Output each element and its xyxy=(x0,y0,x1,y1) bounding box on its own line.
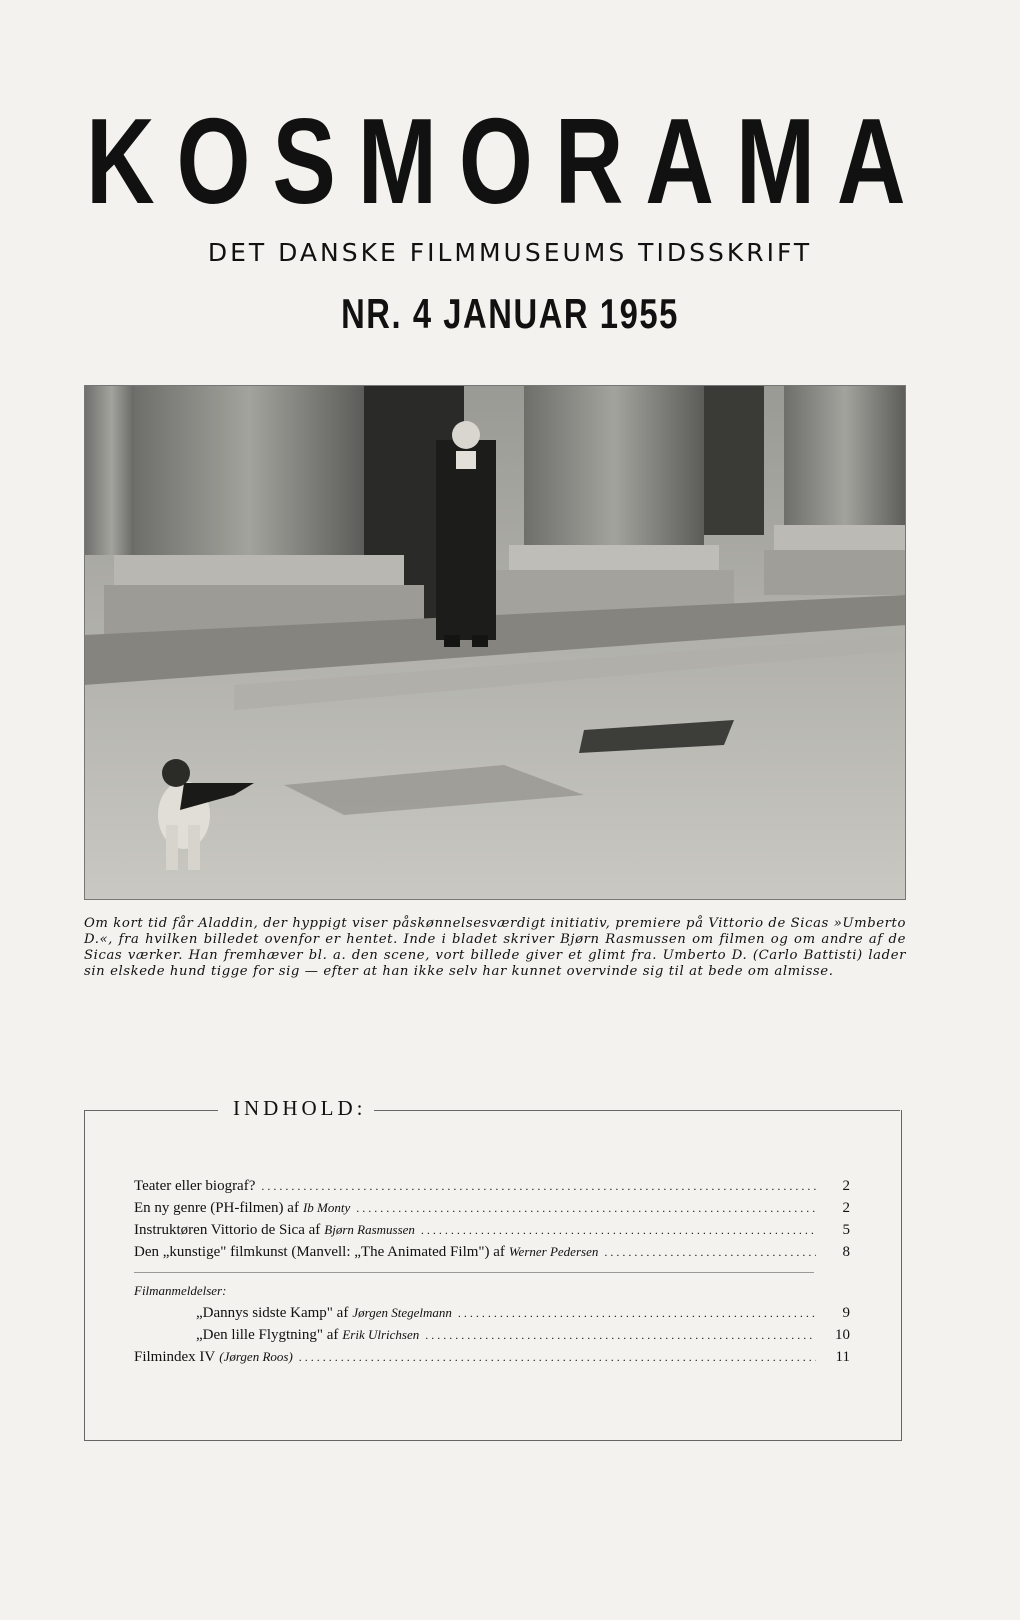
toc-entry-author: (Jørgen Roos) xyxy=(219,1349,293,1364)
toc-entry-page: 10 xyxy=(835,1327,850,1343)
toc-entry-title: „Dannys sidste Kamp" af xyxy=(196,1305,349,1321)
toc-entry-author: Werner Pedersen xyxy=(508,1244,599,1259)
toc-entry[interactable] xyxy=(134,1305,850,1327)
toc-group-label: Filmanmeldelser: xyxy=(134,1283,227,1298)
table-of-contents xyxy=(134,1178,850,1371)
contents-rule-left xyxy=(84,1110,218,1111)
masthead-subtitle: DET DANSKE FILMMUSEUMS TIDSSKRIFT xyxy=(207,238,813,267)
toc-entry[interactable] xyxy=(134,1222,850,1244)
photo-caption: Om kort tid får Aladdin, der hyppigt viser påskønnelsesværdigt initiativ, premiere på Vittorio de Sicas »Umberto D.«, fra hvilken billedet ovenfor er hentet. Inde i bladet skriver Bjørn Rasmussen om filmen og om andre af de Sicas værker. Han fremhæver bl. a. den scene, vort billede giver et glimt fra. Umberto D. (Carlo Battisti) lader sin elskede hund tigge for sig — efter at han ikke selv har kunnet overvinde sig til at bede om almisse. xyxy=(84,916,906,979)
toc-entry-title: Den „kunstige" filmkunst (Manvell: „The Animated Film") af xyxy=(134,1244,505,1260)
toc-entry[interactable] xyxy=(134,1244,850,1266)
toc-leader xyxy=(425,1328,816,1343)
toc-entry[interactable] xyxy=(134,1327,850,1349)
cover-photo xyxy=(84,385,906,900)
toc-entry-author: Bjørn Rasmussen xyxy=(324,1222,415,1237)
toc-entry-author: Jørgen Stegelmann xyxy=(352,1305,452,1320)
toc-divider xyxy=(134,1272,814,1273)
issue-number: NR. 4 JANUAR 1955 xyxy=(341,290,679,337)
toc-entry-page: 8 xyxy=(842,1244,850,1260)
toc-entry[interactable] xyxy=(134,1178,850,1200)
toc-leader xyxy=(421,1223,816,1238)
toc-entry-page: 2 xyxy=(842,1200,850,1216)
toc-leader xyxy=(299,1350,816,1365)
contents-rule-right xyxy=(370,1110,900,1111)
toc-leader xyxy=(458,1306,816,1321)
toc-entry-author: Erik Ulrichsen xyxy=(342,1327,420,1342)
toc-leader xyxy=(261,1179,816,1194)
toc-entry-page: 5 xyxy=(842,1222,850,1238)
toc-entry-author: Ib Monty xyxy=(302,1200,351,1215)
toc-leader xyxy=(356,1201,816,1216)
toc-entry-title: En ny genre (PH-filmen) af xyxy=(134,1200,299,1216)
toc-entry-title: „Den lille Flygtning" af xyxy=(196,1327,339,1343)
toc-entry-title: Instruktøren Vittorio de Sica af xyxy=(134,1222,321,1238)
toc-entry-title: Filmindex IV xyxy=(134,1349,216,1365)
masthead-title: KOSMORAMA xyxy=(86,93,928,229)
toc-entry-page: 2 xyxy=(842,1178,850,1194)
toc-entry-page: 9 xyxy=(842,1305,850,1321)
toc-entry[interactable] xyxy=(134,1200,850,1222)
contents-heading: INDHOLD: xyxy=(225,1096,374,1121)
toc-entry-page: 11 xyxy=(835,1349,850,1365)
toc-leader xyxy=(604,1245,816,1260)
toc-entry-title: Teater eller biograf? xyxy=(134,1178,256,1194)
toc-entry[interactable] xyxy=(134,1349,850,1371)
